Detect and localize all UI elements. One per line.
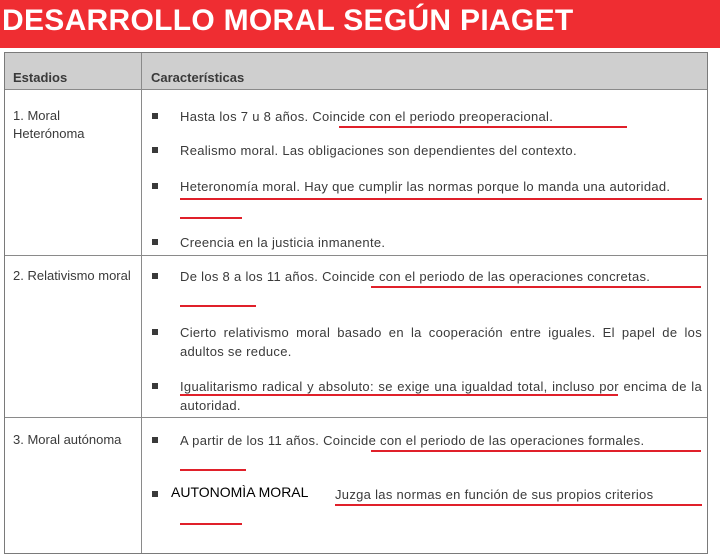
bullet-icon xyxy=(152,183,158,189)
table-header-row xyxy=(5,53,707,90)
list-item: Heteronomía moral. Hay que cumplir las normas porque lo manda una autoridad. xyxy=(180,179,671,194)
list-item: Igualitarismo radical y absoluto: se exige una igualdad total, incluso por encima de la autoridad. xyxy=(180,379,702,413)
highlight-underline xyxy=(180,217,242,219)
highlight-underline xyxy=(180,305,256,307)
list-item: A partir de los 11 años. Coincide con el periodo de las operaciones formales. xyxy=(180,433,645,448)
highlight-underline xyxy=(180,523,242,525)
autonomy-label: AUTONOMÌA MORAL xyxy=(171,484,309,500)
highlight-underline xyxy=(180,394,618,396)
moral-development-table xyxy=(4,52,708,554)
bullet-icon xyxy=(152,383,158,389)
list-item: Realismo moral. Las obligaciones son dependientes del contexto. xyxy=(180,143,577,158)
bullet-icon xyxy=(152,239,158,245)
highlight-underline xyxy=(180,469,246,471)
column-divider xyxy=(141,53,142,553)
stage-heteronomous: 1. Moral Heterónoma xyxy=(13,108,85,141)
list-item: Hasta los 7 u 8 años. Coincide con el periodo preoperacional. xyxy=(180,109,554,124)
stage-relativism: 2. Relativismo moral xyxy=(13,268,131,283)
list-item: Juzga las normas en función de sus propios criterios xyxy=(335,487,654,502)
highlight-underline xyxy=(371,450,701,452)
header-stages: Estadios xyxy=(13,70,68,85)
highlight-underline xyxy=(339,126,627,128)
title-bar xyxy=(0,0,720,48)
header-characteristics: Características xyxy=(151,70,245,85)
bullet-icon xyxy=(152,491,158,497)
list-item: Creencia en la justicia inmanente. xyxy=(180,235,386,250)
highlight-underline xyxy=(180,198,702,200)
row-divider xyxy=(5,417,707,418)
page-title: DESARROLLO MORAL SEGÚN PIAGET xyxy=(2,4,574,37)
bullet-icon xyxy=(152,329,158,335)
bullet-icon xyxy=(152,273,158,279)
bullet-icon xyxy=(152,113,158,119)
list-item: De los 8 a los 11 años. Coincide con el periodo de las operaciones concretas. xyxy=(180,269,651,284)
highlight-underline xyxy=(371,286,701,288)
stage-autonomous: 3. Moral autónoma xyxy=(13,432,122,447)
list-item: Cierto relativismo moral basado en la cooperación entre iguales. El papel de los adultos se reduce. xyxy=(180,325,702,359)
highlight-underline xyxy=(335,504,702,506)
bullet-icon xyxy=(152,437,158,443)
row-divider xyxy=(5,255,707,256)
bullet-icon xyxy=(152,147,158,153)
